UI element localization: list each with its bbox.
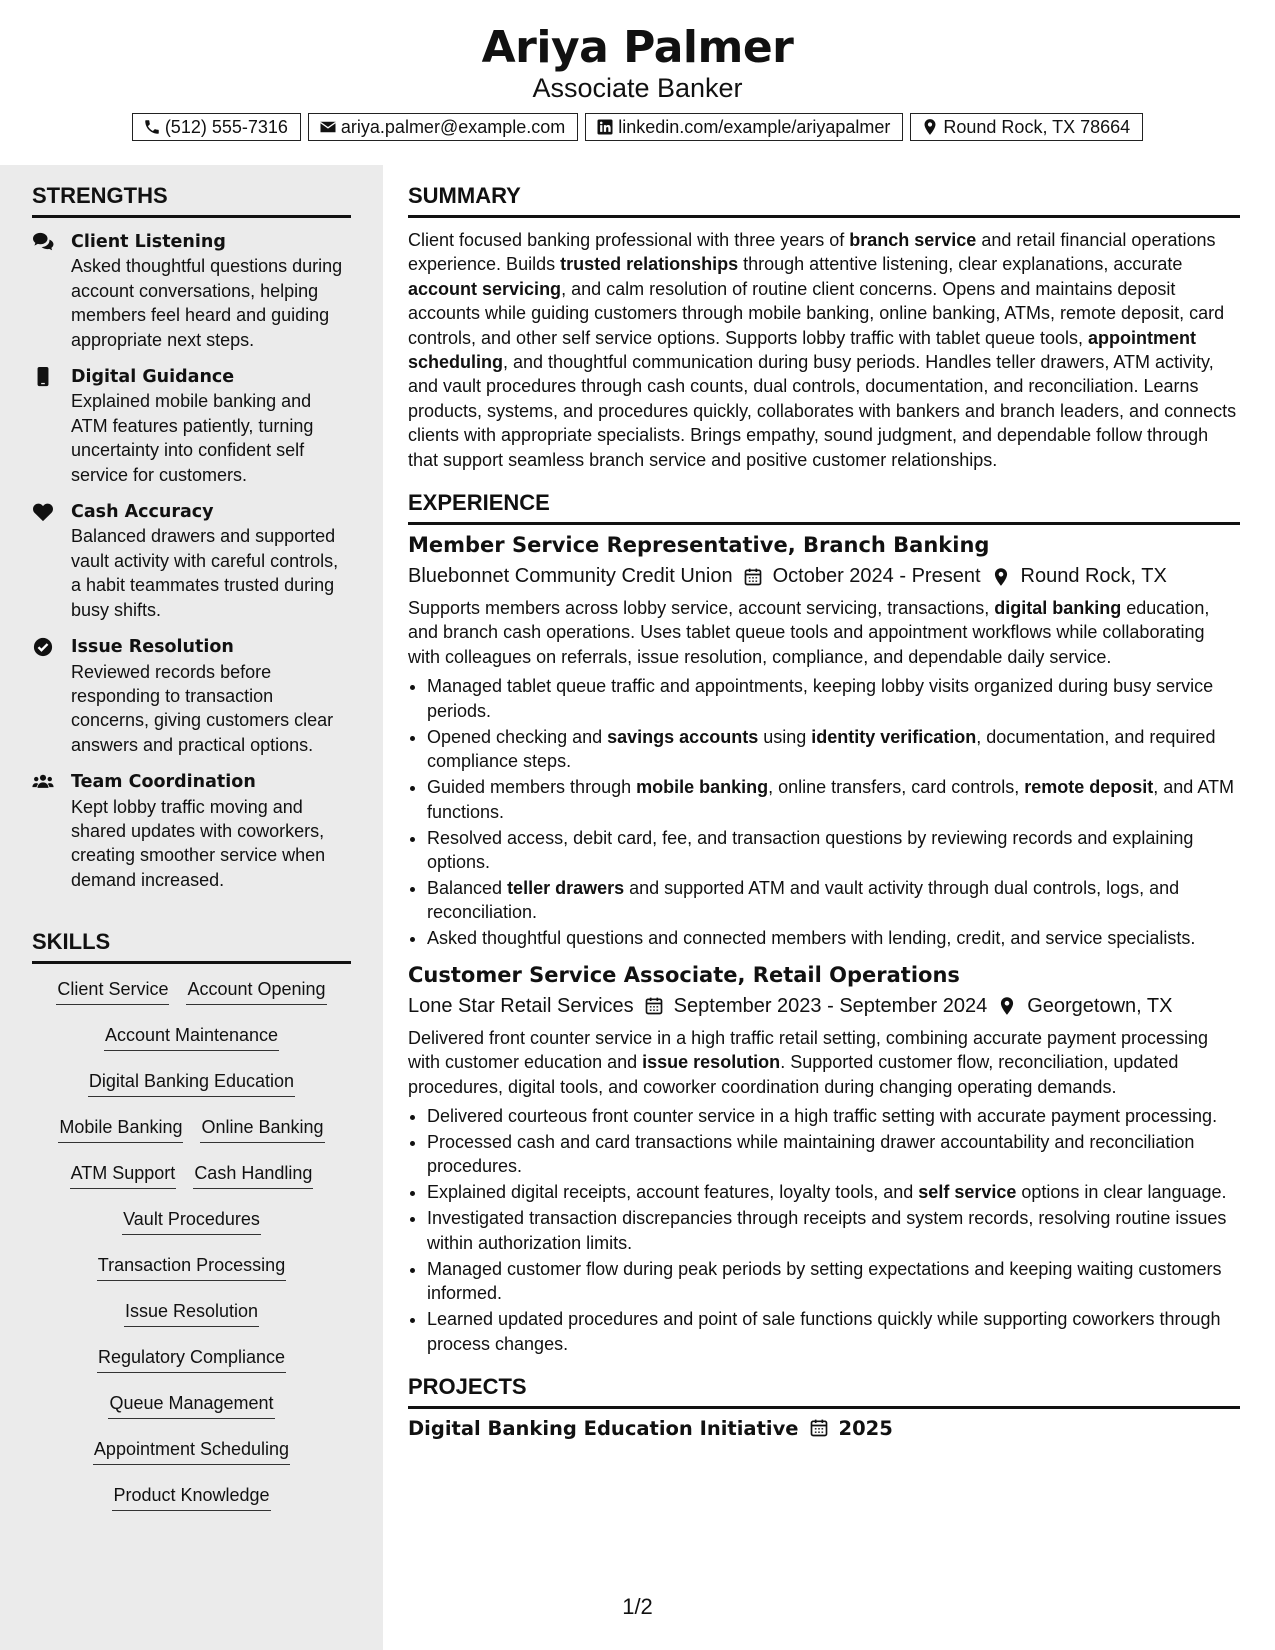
- map-pin-icon: [921, 118, 939, 136]
- envelope-icon: [319, 118, 337, 136]
- job-entry: [408, 963, 1240, 1356]
- contact-phone-text: (512) 555-7316: [164, 116, 288, 137]
- skills-title: SKILLS: [32, 929, 351, 964]
- job-bullets: [408, 674, 1240, 950]
- contact-bar: [0, 113, 1275, 141]
- strength-text: Balanced drawers and supported vault activity with careful controls, a habit teammates trusted during busy shifts.: [71, 526, 339, 620]
- job-bullet: • Balanced teller drawers and supported ATM and vault activity through dual controls, logs, and reconciliation.: [427, 876, 1240, 925]
- job-dates: September 2023 - September 2024: [673, 994, 988, 1017]
- strength-item: [32, 230, 351, 352]
- candidate-title: Associate Banker: [532, 73, 743, 103]
- job-bullet: • Explained digital receipts, account features, loyalty tools, and self service options in clear language.: [427, 1180, 1240, 1204]
- job-bullet: • Delivered courteous front counter service in a high traffic setting with accurate payment processing.: [427, 1104, 1240, 1128]
- strength-text: Explained mobile banking and ATM features patiently, turning uncertainty into confident self service for customers.: [71, 391, 314, 485]
- calendar-icon: [644, 996, 664, 1016]
- project-title: Digital Banking Education Initiative: [408, 1416, 799, 1440]
- contact-email[interactable]: [308, 113, 578, 141]
- strengths-section: [32, 183, 351, 892]
- main-content: [408, 165, 1240, 1440]
- experience-title: EXPERIENCE: [408, 490, 1240, 525]
- job-bullet: • Learned updated procedures and point of sale functions quickly while supporting coworkers through process changes.: [427, 1307, 1240, 1356]
- job-bullet: • Managed tablet queue traffic and appointments, keeping lobby visits organized during busy service periods.: [427, 674, 1240, 723]
- job-meta: [408, 995, 1240, 1018]
- job-bullet: • Investigated transaction discrepancies through receipts and system records, resolving routine issues within authorization limits.: [427, 1206, 1240, 1255]
- strength-heading: Digital Guidance: [71, 367, 235, 388]
- contact-phone[interactable]: [132, 113, 301, 141]
- heart-icon: [32, 502, 54, 522]
- job-bullet: • Asked thoughtful questions and connected members with lending, credit, and service specialists.: [427, 926, 1240, 950]
- strength-heading: Cash Accuracy: [71, 502, 214, 523]
- experience-section: [408, 490, 1240, 1356]
- job-summary: Delivered front counter service in a high traffic retail setting, combining accurate payment processing with customer education and issue resolution. Supported customer flow, reconciliation, updated procedures, digital tools, and coworker coordination during changing operating demands.: [408, 1027, 1209, 1097]
- contact-location-text: Round Rock, TX 78664: [943, 116, 1131, 137]
- skill-tag: Digital Banking Education: [88, 1068, 295, 1097]
- mobile-phone-icon: [32, 367, 54, 387]
- job-bullet: • Resolved access, debit card, fee, and transaction questions by reviewing records and explaining options.: [427, 826, 1240, 875]
- job-bullet: • Opened checking and savings accounts using identity verification, documentation, and required compliance steps.: [427, 725, 1240, 774]
- job-summary: Supports members across lobby service, account servicing, transactions, digital banking education, and branch cash operations. Uses tablet queue tools and appointment workflows while collaborating with colleagues on referrals, issue resolution, compliance, and dependable daily service.: [408, 598, 1210, 667]
- summary-section: [408, 183, 1240, 472]
- project-date: 2025: [838, 1416, 893, 1440]
- map-pin-icon: [991, 567, 1011, 587]
- skill-tag: Transaction Processing: [97, 1252, 286, 1281]
- skill-tag: Regulatory Compliance: [97, 1344, 286, 1373]
- resume-header: [0, 0, 1275, 160]
- skill-tag: Account Maintenance: [104, 1022, 279, 1051]
- project-entry: [408, 1417, 1240, 1440]
- chat-bubbles-icon: [32, 232, 54, 252]
- job-title: Customer Service Associate, Retail Operations: [408, 962, 960, 987]
- skill-tag: Account Opening: [186, 976, 326, 1005]
- skill-tag: Cash Handling: [193, 1160, 313, 1189]
- skill-tag: Client Service: [56, 976, 169, 1005]
- calendar-icon: [743, 567, 763, 587]
- strength-item: [32, 500, 351, 622]
- strength-item: [32, 635, 351, 757]
- job-entry: [408, 533, 1240, 951]
- strength-heading: Client Listening: [71, 232, 226, 252]
- strengths-title: STRENGTHS: [32, 183, 351, 218]
- check-circle-icon: [32, 637, 54, 657]
- strength-text: Kept lobby traffic moving and shared updates with coworkers, creating smoother service when demand increased.: [71, 796, 326, 890]
- skill-tag: ATM Support: [70, 1160, 177, 1189]
- strength-item: [32, 365, 351, 487]
- projects-title: PROJECTS: [408, 1374, 1240, 1409]
- skill-tag: Product Knowledge: [112, 1482, 270, 1511]
- strength-heading: Team Coordination: [71, 772, 256, 793]
- contact-location[interactable]: [910, 113, 1143, 141]
- candidate-name: Ariya Palmer: [481, 22, 794, 73]
- calendar-icon: [809, 1418, 829, 1438]
- job-title: Member Service Representative, Branch Banking: [408, 533, 990, 558]
- job-bullet: • Processed cash and card transactions while maintaining drawer accountability and reconciliation procedures.: [427, 1130, 1240, 1179]
- job-company: Bluebonnet Community Credit Union: [408, 565, 733, 588]
- summary-title: SUMMARY: [408, 183, 1240, 218]
- skill-tag: Vault Procedures: [122, 1206, 261, 1235]
- skill-tag: Mobile Banking: [58, 1114, 183, 1143]
- skill-tag: Issue Resolution: [124, 1298, 259, 1327]
- contact-linkedin-text: linkedin.com/example/ariyapalmer: [618, 116, 891, 137]
- job-location: Round Rock, TX: [1020, 565, 1167, 588]
- job-dates: October 2024 - Present: [772, 565, 981, 588]
- skill-tag: Queue Management: [108, 1390, 274, 1419]
- linkedin-icon: [596, 118, 614, 136]
- job-bullets: [408, 1104, 1240, 1356]
- strength-heading: Issue Resolution: [71, 637, 234, 658]
- job-location: Georgetown, TX: [1027, 994, 1173, 1017]
- skills-section: [32, 929, 351, 1528]
- contact-email-text: ariya.palmer@example.com: [340, 116, 566, 137]
- job-bullet: • Guided members through mobile banking, online transfers, card controls, remote deposit, and ATM functions.: [427, 775, 1240, 824]
- skills-list: [32, 976, 351, 1528]
- job-bullet: • Managed customer flow during peak periods by setting expectations and keeping waiting customers informed.: [427, 1257, 1240, 1306]
- contact-linkedin[interactable]: [585, 113, 903, 141]
- skill-tag: Appointment Scheduling: [93, 1436, 290, 1465]
- strength-text: Asked thoughtful questions during account conversations, helping members feel heard and guiding appropriate next steps.: [71, 256, 343, 350]
- strength-text: Reviewed records before responding to transaction concerns, giving customers clear answers and practical options.: [71, 661, 334, 755]
- summary-text: Client focused banking professional with three years of branch service and retail financial operations experience. Builds trusted relationships through attentive listening, clear explanations, accurate account servicing, and calm resolution of routine client concerns. Opens and maintains deposit accounts while guiding customers through mobile banking, online banking, ATMs, remote deposit, card controls, and other self service options. Supports lobby traffic with tablet queue tools, appointment scheduling, and thoughtful communication during busy periods. Handles teller drawers, ATM activity, and vault procedures through cash counts, dual controls, documentation, and reconciliation. Learns products, systems, and procedures quickly, collaborates with bankers and branch leaders, and connects clients with appropriate specialists. Brings empathy, sound judgment, and dependable follow through that support seamless branch service and positive customer relationships.: [408, 230, 1237, 470]
- skill-tag: Online Banking: [200, 1114, 324, 1143]
- sidebar: [0, 165, 383, 1650]
- page-number: 1/2: [622, 1594, 653, 1619]
- map-pin-icon: [997, 996, 1017, 1016]
- strength-item: [32, 770, 351, 892]
- job-company: Lone Star Retail Services: [408, 994, 634, 1017]
- users-icon: [32, 772, 54, 792]
- job-meta: [408, 565, 1240, 588]
- phone-icon: [143, 118, 161, 136]
- projects-section: [408, 1374, 1240, 1440]
